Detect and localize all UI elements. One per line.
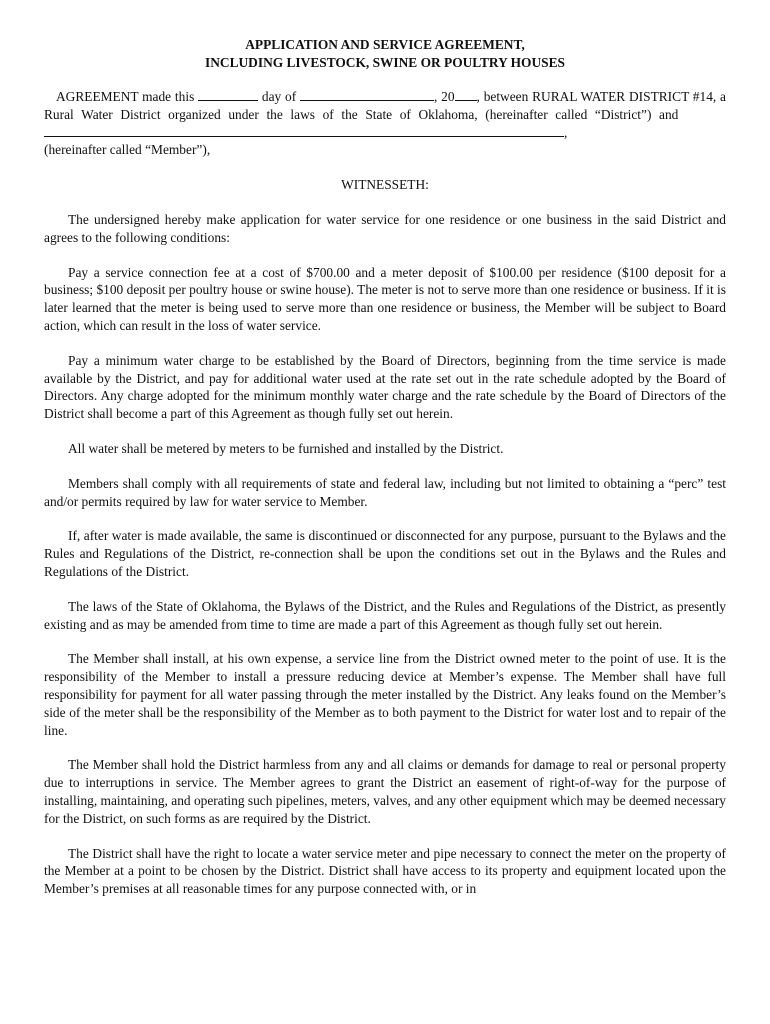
- paragraph-metering: All water shall be metered by meters to be furnished and installed by the District.: [68, 440, 504, 456]
- title-line-2: INCLUDING LIVESTOCK, SWINE OR POULTRY HOUSES: [205, 55, 565, 70]
- paragraph-hold-harmless: The Member shall hold the District harmless from any and all claims or demands for damage to real or personal property due to interruptions in service. The Member agrees to grant the District an easement of right-of-way for the purpose of installing, maintaining, and operating such pipelines, meters, valves, and any other equipment which may be deemed necessary for the District, on such forms as are required by the District.: [44, 757, 726, 826]
- paragraph-application: The undersigned hereby make application for water service for one residence or one business in the said District and agrees to the following conditions:: [44, 211, 726, 245]
- document-page: [44, 36, 726, 898]
- paragraph-laws: The laws of the State of Oklahoma, the Bylaws of the District, and the Rules and Regulations of the District, as presently existing and as may be amended from time to time are made a part of this Agreement as though fully set out herein.: [44, 598, 726, 632]
- year-blank[interactable]: [455, 88, 477, 101]
- paragraph-reconnection: If, after water is made available, the same is discontinued or disconnected for any purpose, pursuant to the Bylaws and the Rules and Regulations of the District, re-connection shall be upon the conditions set out in the Bylaws and the Rules and Regulations of the District.: [44, 528, 726, 579]
- witnesseth-heading: WITNESSETH:: [341, 177, 429, 193]
- agreement-intro: [44, 88, 726, 159]
- paragraph-meter-location: The District shall have the right to locate a water service meter and pipe necessary to connect the meter on the property of the Member at a point to be chosen by the District. District shall have access to its property and equipment located upon the Member’s premises at all reasonable times for any purpose connected with, or in: [44, 845, 726, 897]
- intro-text-6: (hereinafter called “Member”),: [44, 142, 211, 158]
- intro-text-2: day of: [258, 89, 300, 104]
- paragraph-connection-fee: Pay a service connection fee at a cost of $700.00 and a meter deposit of $100.00 per residence ($100 deposit for a business; $100 deposit per poultry house or swine house). The meter is not to serve more than one residence or business. If it is later learned that the meter is being used to serve more than one residence or business, the Member will be subject to Board action, which can result in the loss of water service.: [44, 264, 726, 333]
- intro-text-5: ,: [564, 124, 568, 140]
- intro-text-3: , 20: [434, 89, 455, 104]
- document-title: [44, 36, 726, 72]
- day-blank[interactable]: [198, 88, 258, 101]
- paragraph-service-line: The Member shall install, at his own expense, a service line from the District owned meter to the point of use. It is the responsibility of the Member to install a pressure reducing device at Member’s expense. The Member shall have full responsibility for payment for all water passing through the meter installed by the District. Any leaks found on the Member’s side of the meter shall be the responsibility of the Member as to both payment to the District for water lost and to repair of the line.: [44, 651, 726, 738]
- paragraph-minimum-charge: Pay a minimum water charge to be established by the Board of Directors, beginning from the time service is made available by the District, and pay for additional water used at the rate set out in the rate schedule adopted by the Board of Directors. Any charge adopted for the minimum monthly water charge and the rate schedule by the Board of Directors of the District shall become a part of this Agreement as though fully set out herein.: [44, 352, 726, 422]
- month-blank[interactable]: [300, 88, 434, 101]
- member-name-blank[interactable]: [44, 124, 564, 137]
- paragraph-compliance: Members shall comply with all requirements of state and federal law, including but not limited to obtaining a “perc” test and/or permits required by law for water service to Member.: [44, 475, 726, 509]
- intro-text-1: AGREEMENT made this: [56, 89, 199, 104]
- title-line-1: APPLICATION AND SERVICE AGREEMENT,: [245, 37, 525, 52]
- intro-text-4: , between RURAL WATER DISTRICT #14, a Rural Water District organized under the laws of the State of Oklahoma, (hereinafter called “District”) and: [44, 89, 726, 122]
